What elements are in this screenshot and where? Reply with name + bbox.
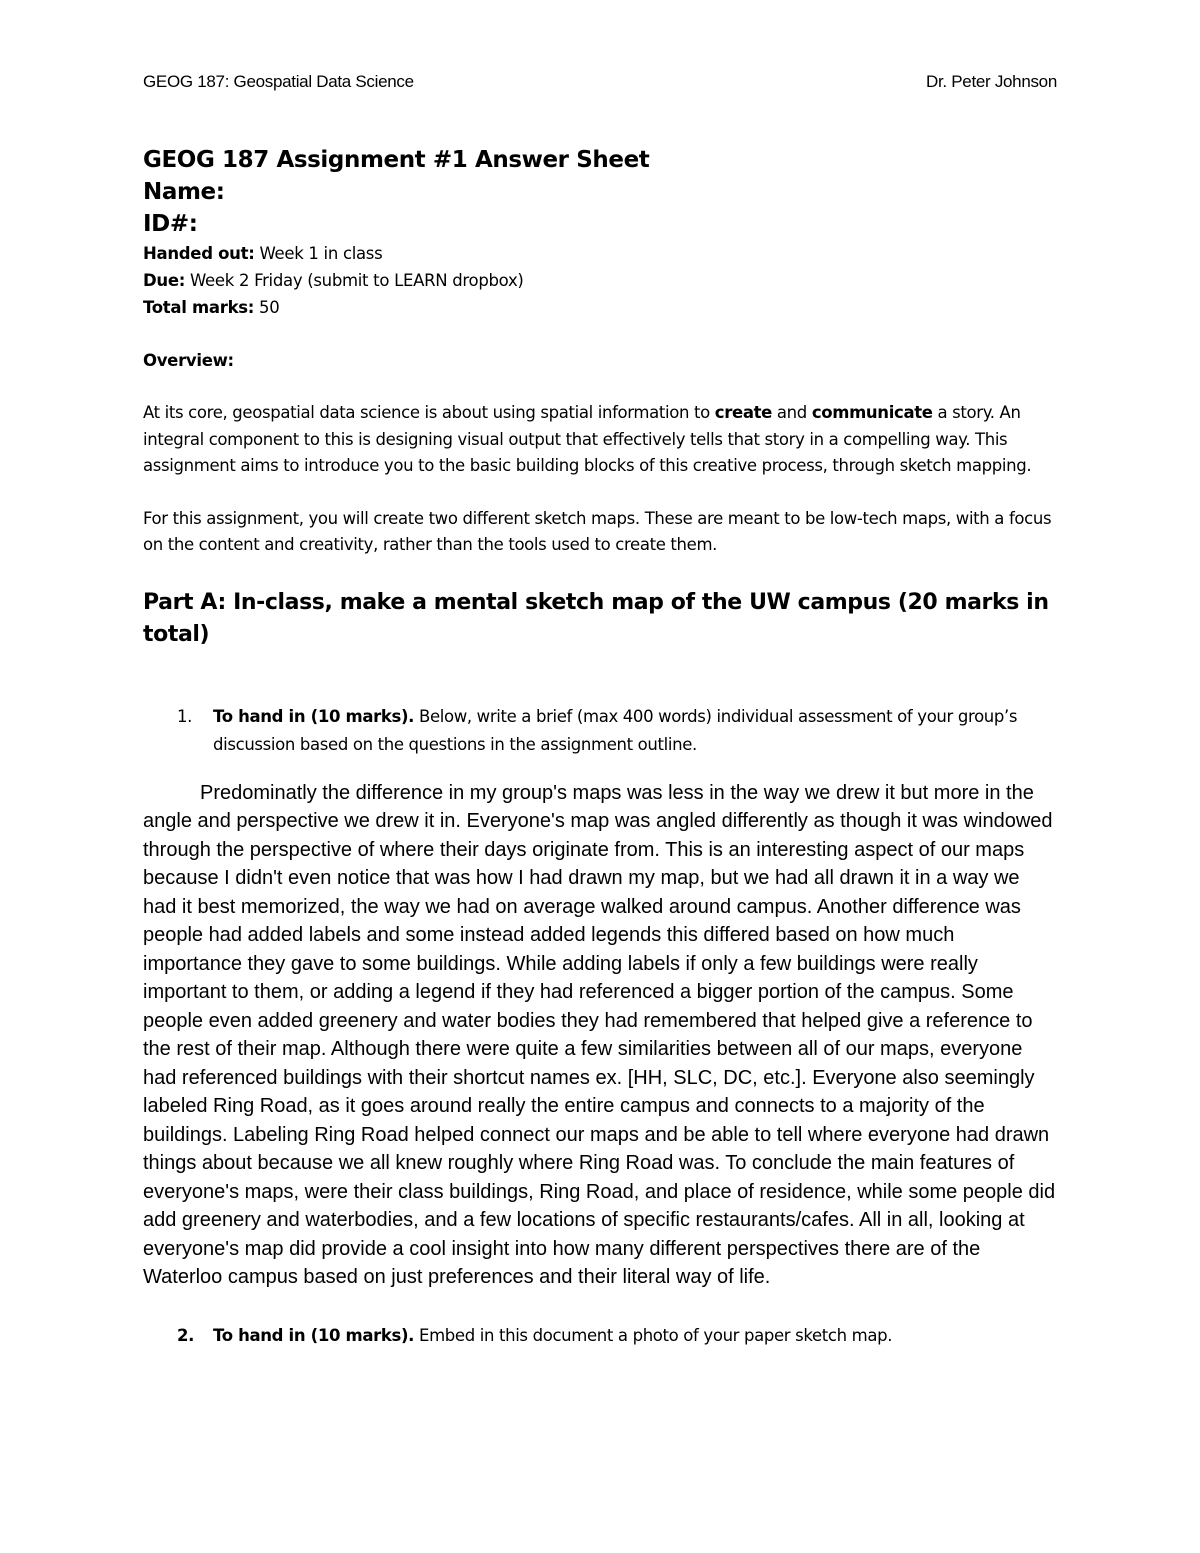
overview-paragraph-2: For this assignment, you will create two different sketch maps. These are meant to be low-tech maps, with a focus on the content and creativity, rather than the tools used to create them. (143, 508, 1052, 554)
overview-text-b: and (772, 403, 812, 422)
overview-text-c: a story. An integral component to this is designing visual output that effectively tells that story in a compelling way. This assignment aims to introduce you to the basic building blocks of this creative process, through sketch mapping. (143, 403, 1032, 475)
due-value: Week 2 Friday (submit to LEARN dropbox) (185, 271, 524, 290)
document-body (143, 144, 1063, 1350)
page-header (143, 72, 1057, 96)
question-1 (143, 703, 1063, 759)
question-2-text: Embed in this document a photo of your paper sketch map. (414, 1325, 893, 1345)
question-2 (143, 1322, 1063, 1350)
question-2-label: To hand in (10 marks). (213, 1325, 415, 1345)
instructor-name: Dr. Peter Johnson (926, 72, 1057, 91)
part-a-heading: Part A: In-class, make a mental sketch map of the UW campus (20 marks in total) (143, 589, 1049, 647)
question-1-answer: Predominatly the difference in my group's maps was less in the way we drew it but more in the angle and perspective we drew it in. Everyone's map was angled differently as though it was windowed through the perspective of where their days originate from. This is an interesting aspect of our maps because I didn't even notice that was how I had drawn my map, but we had all drawn it in a way we had it best memorized, the way we had on average walked around campus. Another difference was people had added labels and some instead added legends this differed based on how much importance they gave to some buildings. While adding labels if only a few buildings were really important to them, or adding a legend if they had referenced a bigger portion of the campus. Some people even added greenery and water bodies they had remembered that helped give a reference to the rest of their map. Although there were quite a few similarities between all of our maps, everyone had referenced buildings with their shortcut names ex. [HH, SLC, DC, etc.]. Everyone also seemingly labeled Ring Road, as it goes around really the entire campus and connects to a majority of the buildings. Labeling Ring Road helped connect our maps and be able to tell where everyone had drawn things about because we all knew roughly where Ring Road was. To conclude the main features of everyone's maps, were their class buildings, Ring Road, and place of residence, while some people did add greenery and waterbodies, and a few locations of specific restaurants/cafes. All in all, looking at everyone's map did provide a cool insight into how many different perspectives there are of the Waterloo campus based on just preferences and their literal way of life. (143, 781, 1056, 1288)
document-title: GEOG 187 Assignment #1 Answer Sheet (143, 147, 650, 173)
question-2-number: 2. (177, 1325, 195, 1345)
due-label: Due: (143, 271, 186, 290)
question-1-label: To hand in (10 marks). (213, 706, 415, 726)
overview-paragraph-1 (143, 400, 1063, 480)
question-1-number: 1. (177, 706, 193, 726)
total-marks-line (143, 294, 1063, 321)
handed-out-label: Handed out: (143, 244, 255, 263)
overview-heading: Overview: (143, 351, 234, 370)
total-marks-value: 50 (254, 298, 280, 317)
total-marks-label: Total marks: (143, 298, 255, 317)
name-field-label: Name: (143, 179, 225, 205)
id-field-label: ID#: (143, 211, 198, 237)
course-name: GEOG 187: Geospatial Data Science (143, 72, 414, 91)
handed-out-value: Week 1 in class (254, 244, 383, 263)
overview-emphasis-communicate: communicate (811, 403, 933, 422)
due-line (143, 267, 1063, 294)
overview-emphasis-create: create (714, 403, 773, 422)
handed-out-line (143, 240, 1063, 267)
question-1-text: Below, write a brief (max 400 words) individual assessment of your group’s discussion based on the questions in the assignment outline. (213, 706, 1018, 754)
overview-text-a: At its core, geospatial data science is about using spatial information to (143, 403, 715, 422)
